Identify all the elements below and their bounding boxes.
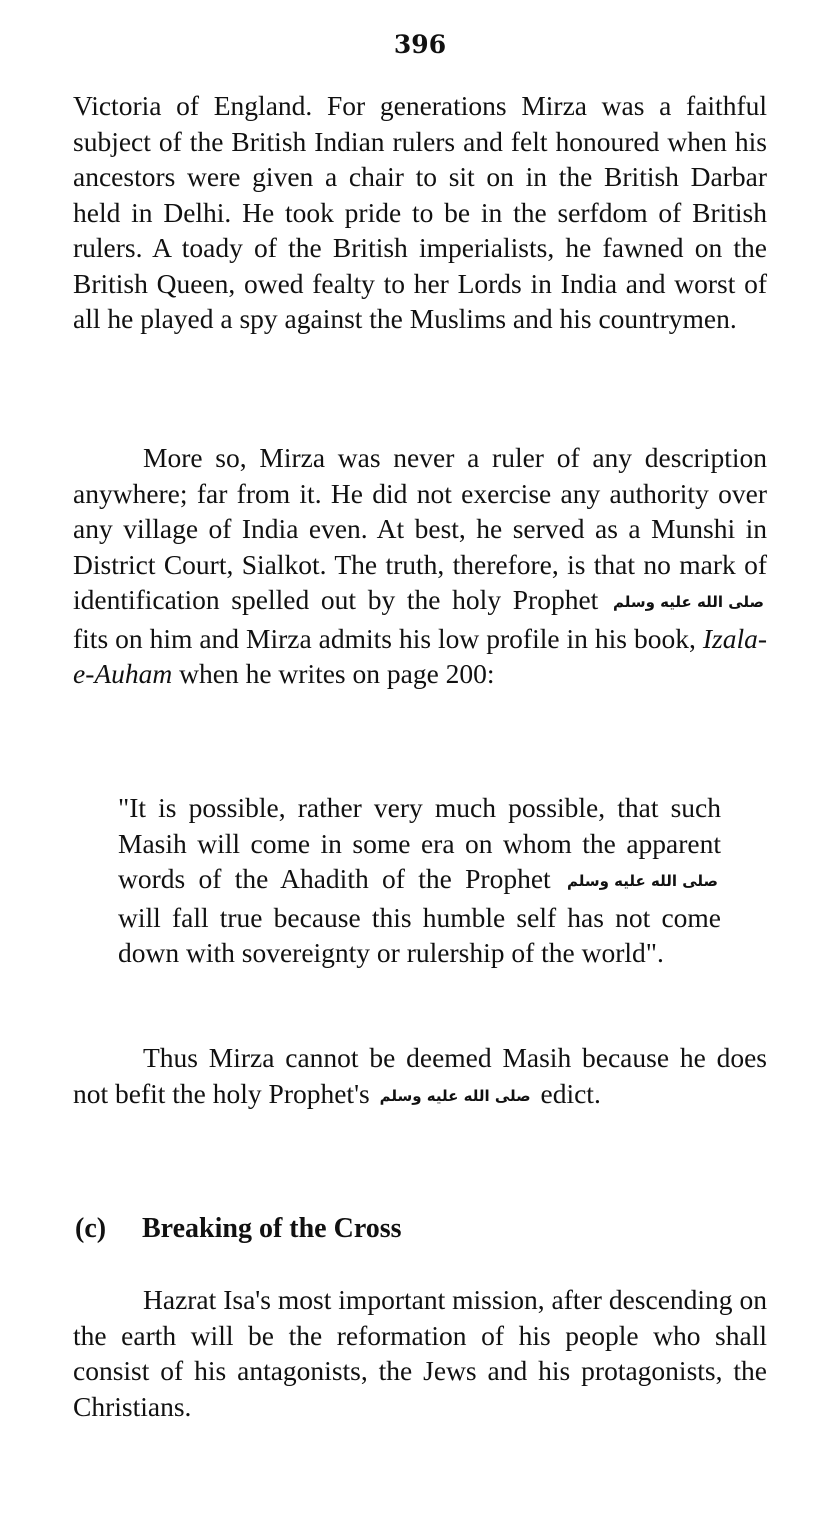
quote-text: [118, 790, 721, 971]
book-title: Izala-e-Auham: [73, 622, 768, 689]
arabic-honorific: صلى الله عليه وسلم: [613, 593, 765, 611]
quote-part-1: "It is possible, rather very much possible, that such Masih will come in some era on whom the apparent words of the Ahadith of the Prophet: [118, 792, 721, 894]
arabic-honorific: صلى الله عليه وسلم: [567, 872, 719, 890]
arabic-honorific: صلى الله عليه وسلم: [379, 1086, 531, 1105]
section-title: Breaking of the Cross: [142, 1213, 402, 1244]
paragraph-4-text: Hazrat Isa's most important mission, after descending on the earth will be the reformation of his people who shall consist of his antagonists, the Jews and his protagonists, the Christians.: [73, 1284, 767, 1422]
block-quote: [118, 790, 721, 971]
paragraph-3: [73, 1040, 767, 1114]
section-heading: [75, 1212, 402, 1246]
paragraph-2: [73, 440, 767, 692]
paragraph-2-text: [73, 440, 767, 692]
paragraph-3-text: [73, 1040, 767, 1114]
paragraph-1: [73, 88, 767, 337]
paragraph-2-part-1: More so, Mirza was never a ruler of any description anywhere; far from it. He did not exercise any authority over any village of India even. At best, he served as a Munshi in District Court, Sialkot. The truth, therefore, is that no mark of identification spelled out by the holy Prophet: [73, 442, 767, 615]
paragraph-3-part-2: edict.: [540, 1077, 601, 1109]
paragraph-1-text: Victoria of England. For generations Mirza was a faithful subject of the British Indian rulers and felt honoured when his ancestors were given a chair to sit on in the British Darbar held in Delhi. He took pride to be in the serfdom of British rulers. A toady of the British imperialists, he fawned on the British Queen, owed fealty to her Lords in India and worst of all he played a spy against the Muslims and his countrymen.: [73, 90, 767, 334]
page-number: 396: [393, 30, 447, 59]
paragraph-3-part-1: Thus Mirza cannot be deemed Masih because he does not befit the holy Prophet's: [73, 1042, 767, 1109]
paragraph-2-part-3: when he writes on page 200:: [179, 658, 495, 689]
quote-part-2: will fall true because this humble self has not come down with sovereignty or rulership of the world".: [118, 901, 721, 968]
paragraph-4: [73, 1282, 767, 1424]
section-label: (c): [75, 1213, 107, 1244]
paragraph-2-part-2: fits on him and Mirza admits his low profile in his book,: [73, 622, 696, 654]
